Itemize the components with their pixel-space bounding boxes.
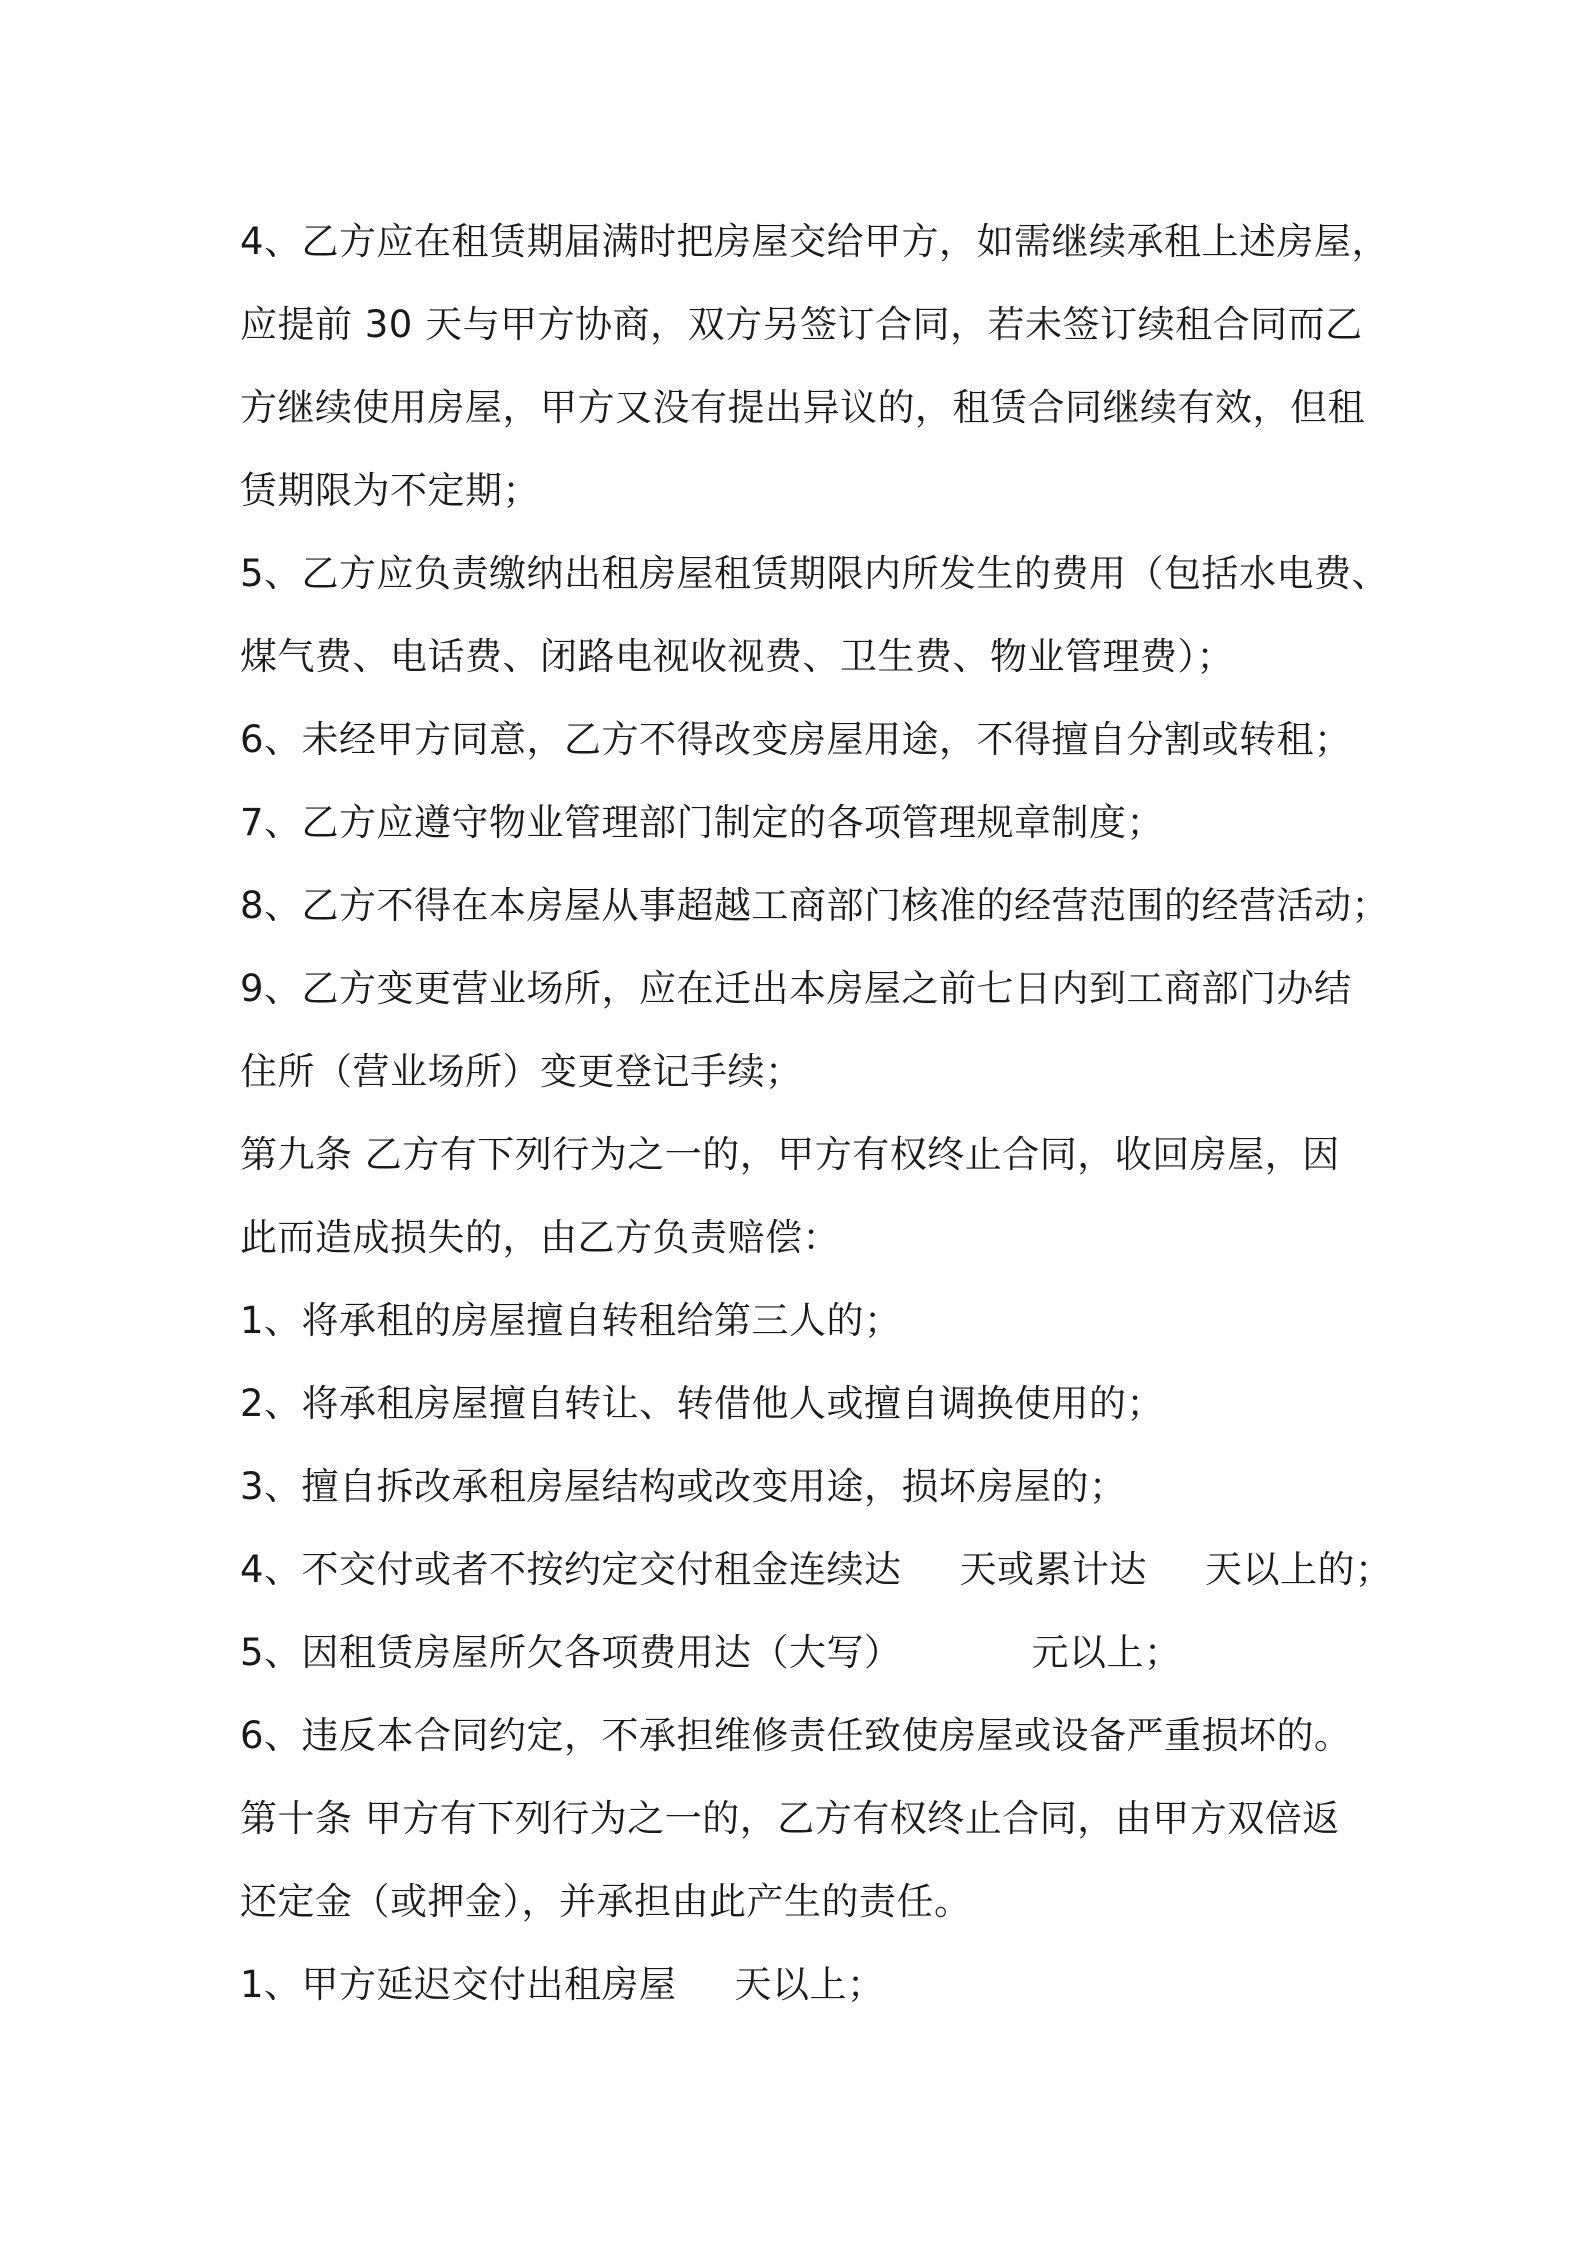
fill-in-text: 元以上； (1031, 1631, 1182, 1674)
text-line: 应提前 30 天与甲方协商，双方另签订合同，若未签订续租合同而乙 (240, 303, 1363, 346)
text-line: 4、乙方应在租赁期届满时把房屋交给甲方，如需继续承租上述房屋， (240, 220, 1390, 263)
fill-in-line-amount (240, 1611, 1390, 1694)
fill-in-text: 1、甲方延迟交付出租房屋 (240, 1963, 677, 2006)
text-line: 3、擅自拆改承租房屋结构或改变用途，损坏房屋的； (240, 1465, 1127, 1508)
text-line: 还定金（或押金），并承担由此产生的责任。 (240, 1880, 972, 1923)
text-line: 1、将承租的房屋擅自转租给第三人的； (240, 1299, 902, 1342)
text-line: 6、违反本合同约定，不承担维修责任致使房屋或设备严重损坏的。 (240, 1714, 1352, 1757)
fill-in-text: 天以上的； (1205, 1548, 1393, 1591)
text-line: 5、乙方应负责缴纳出租房屋租赁期限内所发生的费用（包括水电费、 (240, 552, 1390, 595)
text-line: 赁期限为不定期； (240, 469, 540, 512)
fill-in-text: 5、因租赁房屋所欠各项费用达（大写） (240, 1631, 902, 1674)
document-body (240, 200, 1393, 2026)
article-heading-line: 第十条 甲方有下列行为之一的，乙方有权终止合同，由甲方双倍返 (240, 1797, 1340, 1840)
text-line: 住所（营业场所）变更登记手续； (240, 1050, 803, 1093)
text-line: 煤气费、电话费、闭路电视收视费、卫生费、物业管理费）； (240, 635, 1234, 678)
article-heading-line: 第九条 乙方有下列行为之一的，甲方有权终止合同，收回房屋，因 (240, 1133, 1340, 1176)
fill-in-text: 4、不交付或者不按约定交付租金连续达 (240, 1548, 902, 1591)
fill-in-line-days (240, 1528, 1393, 1611)
text-line: 7、乙方应遵守物业管理部门制定的各项管理规章制度； (240, 801, 1165, 844)
fill-in-line-delay (240, 1943, 1390, 2026)
text-line: 方继续使用房屋，甲方又没有提出异议的，租赁合同继续有效，但租 (240, 386, 1365, 429)
text-line: 6、未经甲方同意，乙方不得改变房屋用途，不得擅自分割或转租； (240, 718, 1352, 761)
fill-in-text: 天以上； (734, 1963, 885, 2006)
text-line: 8、乙方不得在本房屋从事超越工商部门核准的经营范围的经营活动； (240, 884, 1390, 927)
text-line: 2、将承租房屋擅自转让、转借他人或擅自调换使用的； (240, 1382, 1165, 1425)
text-line: 9、乙方变更营业场所，应在迁出本房屋之前七日内到工商部门办结 (240, 967, 1352, 1010)
text-line: 此而造成损失的，由乙方负责赔偿： (240, 1216, 840, 1259)
fill-in-text: 天或累计达 (959, 1548, 1148, 1591)
